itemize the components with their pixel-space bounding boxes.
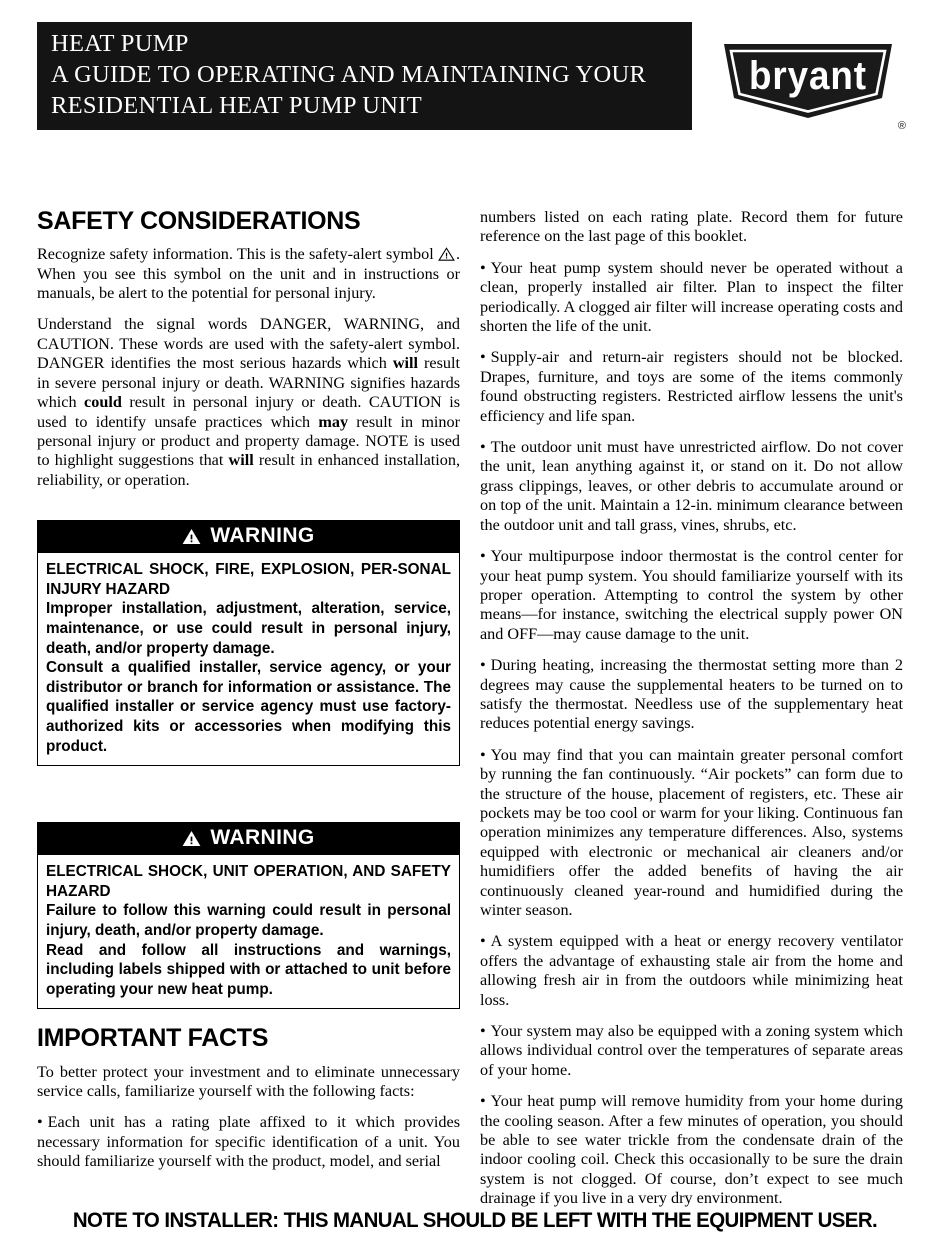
left-bullet-item-1 [37,1113,460,1171]
warning-box-1-label: WARNING [210,524,315,548]
safety-par2-bold-may: may [318,412,349,431]
warning-triangle-icon [182,528,201,545]
bullet-icon: • [480,258,486,277]
safety-paragraph-1 [37,245,460,303]
warning-box-2-body [38,854,459,1008]
list-item [480,746,903,921]
bryant-logo [722,42,906,132]
title-line-3: RESIDENTIAL HEAT PUMP UNIT [51,92,422,119]
safety-par1-text-b: . When you see this symbol on the unit and in instructions or manuals, be alert to the potential for personal injury. [37,245,460,303]
right-bullet-4-text: Your multipurpose indoor thermostat is the control center for your heat pump system. You should familiarize yourself with its proper operation. Attempting to control the system by other means—for instance, switching the electrical supply power ON and OFF—may cause damage to the unit. [480,547,903,643]
safety-par2-seg-d: result in minor personal injury or product and property damage. NOTE is used to highlight suggestions that [37,412,460,470]
warning-box-2-line-2: Failure to follow this warning could result in personal injury, death, and/or property damage. [46,902,451,939]
bullet-icon: • [480,1092,486,1111]
safety-par2-seg-b: result in severe personal injury or death. WARNING signifies hazards which [37,354,461,412]
registered-trademark-icon: ® [897,120,906,132]
left-bullet-item-1-text: Each unit has a rating plate affixed to it which provides necessary information for specific identification of a unit. You should familiarize yourself with the product, model, and serial [37,1113,460,1171]
bullet-icon: • [480,547,486,566]
list-item [480,547,903,644]
bullet-icon: • [480,745,486,764]
safety-par2-bold-will-1: will [392,354,419,373]
warning-box-1-body [38,552,459,765]
warning-box-unit-operation-safety [37,822,460,1009]
right-bullet-6-text: You may find that you can maintain greater personal comfort by running the fan continuously. “Air pockets” can form due to the structure of the house, placement of registers, etc. These air pockets may be too cool or warm for your liking. Continuous fan operation minimizes any temperature differences. Also, systems equipped with electronic or mechanical air cleaners and/or humidifiers offer the added benefits of having the air continuously cleaned year-round and humidified during the winter season. [480,745,903,919]
safety-par2-bold-will-2: will [228,451,254,470]
spacer [37,502,460,520]
right-bullet-7-text: A system equipped with a heat or energy recovery ventilator offers the advantage of exhausting stale air from the home and allowing fresh air in from the outdoors while minimizing heat loss. [480,932,903,1009]
warning-box-1-header [38,521,459,552]
bullet-icon: • [480,348,486,367]
list-item [480,1092,903,1208]
right-bullet-1-text: Your heat pump system should never be operated without a clean, properly installed air filter. Plan to inspect the filter periodically. A clogged air filter will increase operating costs and shorten the life of the unit. [480,258,903,336]
safety-par2-seg-c: result in personal injury or death. CAUTION is used to identify unsafe practices which [37,393,460,431]
warning-box-electrical-shock-fire [37,520,460,766]
warning-box-2-line-1: ELECTRICAL SHOCK, UNIT OPERATION, AND SAFETY HAZARD [46,863,451,900]
list-item [480,932,903,1010]
list-item [480,438,903,535]
list-item [480,259,903,337]
safety-considerations-heading: SAFETY CONSIDERATIONS [37,207,361,235]
list-item [480,656,903,734]
right-bullet-5-text: During heating, increasing the thermostat setting more than 2 degrees may cause the supplemental heaters to be turned on to satisfy the thermostat. Needless use of the supplementary heat reduces potential energy savings. [480,656,903,733]
safety-par2-seg-e: result in enhanced installation, reliability, or operation. [37,451,460,489]
list-item [480,348,903,426]
title-line-1: HEAT PUMP [51,30,189,57]
svg-text:bryant: bryant [749,53,868,99]
safety-par2-bold-could: could [84,393,122,412]
right-bullet-3-text: The outdoor unit must have unrestricted airflow. Do not cover the unit, lean anything against it, or stand on it. Do not allow grass clippings, leaves, or other debris to accumulate around or on top of the unit. Maintain a 12-in. minimum clearance between the outdoor unit and tall grass, vines, shrubs, etc. [480,438,903,534]
safety-par2-seg-a: Understand the signal words DANGER, WARNING, and CAUTION. These words are used with the safety-alert symbol. DANGER identifies the most serious hazards which [37,315,460,373]
safety-par1-text-a: Recognize safety information. This is the safety-alert symbol [37,245,434,264]
safety-alert-triangle-icon [438,247,455,261]
warning-box-1-line-2: Improper installation, adjustment, alteration, service, maintenance, or use could result in personal injury, death, and/or property damage. [46,600,451,657]
warning-box-2-label: WARNING [210,826,315,850]
bullet-icon: • [480,438,486,457]
warning-box-1-line-3: Consult a qualified installer, service agency, or your distributor or branch for information or assistance. The qualified installer or service agency must use factory-authorized kits or accessories when modifying this product. [46,659,451,755]
right-column [480,208,903,1221]
right-bullet-8-text: Your system may also be equipped with a zoning system which allows individual control over the temperatures of separate areas of your home. [480,1022,903,1079]
bullet-icon: • [37,1113,43,1132]
page-header [0,0,950,150]
safety-paragraph-2 [37,315,460,490]
left-column [37,208,460,1184]
continuation-paragraph: numbers listed on each rating plate. Record them for future reference on the last page of this booklet. [480,208,903,246]
important-facts-intro: To better protect your investment and to eliminate unnecessary service calls, familiarize yourself with the following facts: [37,1062,460,1100]
warning-box-1-line-1: ELECTRICAL SHOCK, FIRE, EXPLOSION, PER-SONAL INJURY HAZARD [46,561,451,598]
title-line-2: A GUIDE TO OPERATING AND MAINTAINING YOUR [51,61,647,88]
title-banner [37,22,692,130]
warning-box-2-line-3: Read and follow all instructions and warnings, including labels shipped with or attached to unit before operating your new heat pump. [46,941,451,998]
warning-box-2-header [38,823,459,854]
right-bullet-9-text: Your heat pump will remove humidity from your home during the cooling season. After a few minutes of operation, you should be able to see water trickle from the condensate drain of the indoor cooling coil. Check this occasionally to be sure the drain system is not clogged. Of course, don’t expect to see much drainage if you live in a very dry environment. [480,1092,903,1208]
bullet-icon: • [480,1022,486,1041]
installer-note: NOTE TO INSTALLER: THIS MANUAL SHOULD BE LEFT WITH THE EQUIPMENT USER. [72,1208,878,1232]
bullet-icon: • [480,656,486,675]
list-item [480,1022,903,1080]
bullet-icon: • [480,932,486,951]
right-bullet-2-text: Supply-air and return-air registers should not be blocked. Drapes, furniture, and toys are some of the items commonly found obstructing registers. Restricted airflow lessens the unit's efficiency and life span. [480,348,903,425]
spacer [37,766,460,822]
warning-triangle-icon [182,830,201,847]
important-facts-heading: IMPORTANT FACTS [37,1024,269,1053]
bryant-shield-icon [722,42,894,120]
